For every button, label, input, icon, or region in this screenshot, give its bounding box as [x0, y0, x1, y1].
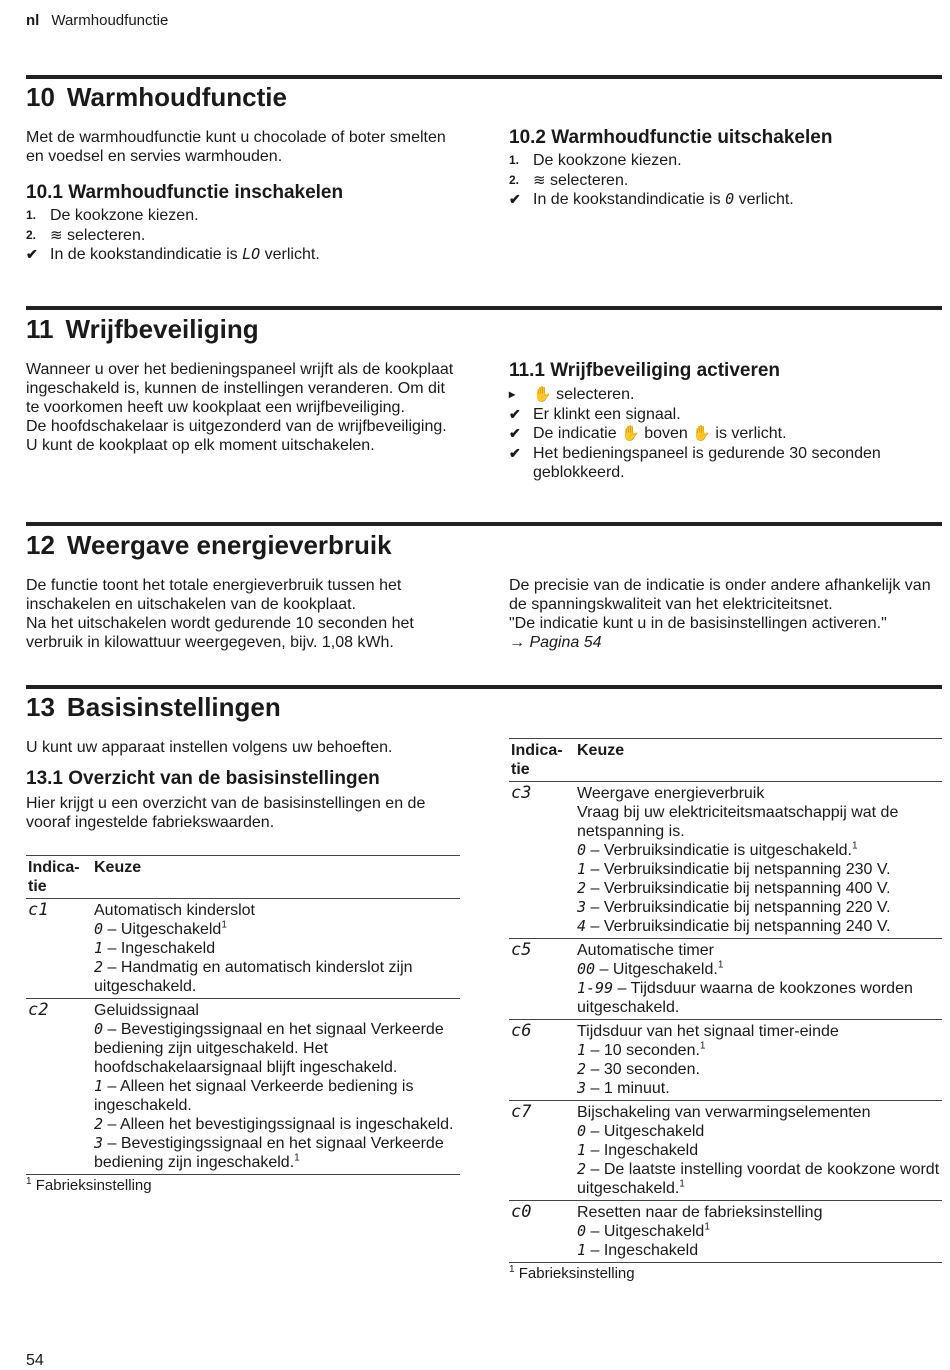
hand-icon: ✋ [692, 424, 711, 442]
setting-option [577, 1060, 940, 1079]
footnote-marker: 1 [717, 959, 724, 971]
setting-option [577, 1141, 940, 1160]
section-11-title [26, 314, 259, 345]
footnote-marker: 1 [679, 1178, 685, 1190]
setting-option [94, 1077, 458, 1115]
setting-choices [575, 939, 942, 1020]
step: 1. De kookzone kiezen. [509, 152, 682, 169]
option-code: 2 [577, 1060, 587, 1078]
setting-choices [575, 1020, 942, 1101]
setting-option [577, 1041, 940, 1060]
section-13-title [26, 692, 281, 723]
option-text: – 10 seconden. [590, 1042, 700, 1059]
setting-option [94, 1020, 458, 1077]
setting-title: Geluidssignaal [94, 1002, 199, 1019]
hand-icon: ✋ [621, 424, 640, 442]
steps-10-1 [26, 206, 456, 265]
table-header-row [509, 739, 942, 782]
page-number: 54 [26, 1352, 44, 1369]
section-12-p1: De functie toont het totale energieverbruik tussen het inschakelen en uitschakelen van de kookplaat. [26, 577, 402, 613]
section-11-p2: De hoofdschakelaar is uitgezonderd van de wrijfbeveiliging. U kunt de kookplaat op elk moment uitschakelen. [26, 418, 447, 454]
footnote-left: $^1$ Fabrieksinstelling [26, 1176, 152, 1194]
setting-option [94, 939, 458, 958]
option-code: 00 [577, 960, 596, 978]
option-code: 2 [94, 958, 104, 976]
section-13-intro: U kunt uw apparaat instellen volgens uw behoeften. [26, 739, 393, 756]
setting-code: c2 [26, 999, 92, 1175]
step: 1. De kookzone kiezen. [26, 207, 199, 224]
option-text: – Alleen het bevestigingssignaal is ingeschakeld. [107, 1116, 454, 1133]
subsection-11-1-title: 11.1 Wrijfbeveiliging activeren [509, 360, 781, 381]
table-header-row [26, 856, 460, 899]
setting-code: c3 [509, 782, 575, 939]
step: 2. ≋ selecteren. [509, 170, 629, 189]
option-code: 0 [577, 841, 587, 859]
option-text: – Verbruiksindicatie bij netspanning 240 V. [590, 918, 891, 935]
result: ✔ Er klinkt een signaal. [509, 405, 681, 423]
option-text: – Ingeschakeld [107, 940, 216, 957]
option-code: 1 [577, 1041, 587, 1059]
setting-code: c6 [509, 1020, 575, 1101]
table-row [509, 1020, 942, 1101]
result: ✔ De indicatie ✋ boven ✋ is verlicht. [509, 424, 787, 442]
result: ✔ In de kookstandindicatie is LO verlicht. [26, 245, 320, 263]
arrow-icon: ▸ [509, 387, 516, 401]
column-header-choice: Keuze [92, 856, 460, 899]
section-12-p4: "De indicatie kunt u in de basisinstellingen activeren." [509, 615, 887, 632]
option-text: – Ingeschakeld [590, 1142, 699, 1159]
section-11-left [26, 360, 461, 455]
steps-11-1 [509, 385, 939, 483]
option-code: 3 [577, 898, 587, 916]
option-code: 2 [577, 1160, 587, 1178]
option-code: 0 [94, 920, 104, 938]
result: ✔ In de kookstandindicatie is 0 verlicht. [509, 190, 794, 208]
column-header-indication: Indica-tie [509, 739, 575, 782]
running-header [26, 12, 168, 29]
section-10-title [26, 82, 287, 113]
setting-option [577, 1079, 940, 1098]
section-heading: Weergave energieverbruik [66, 530, 392, 560]
section-rule [26, 522, 942, 526]
setting-code: c5 [509, 939, 575, 1020]
table-row [509, 1201, 942, 1263]
check-icon: ✔ [509, 191, 521, 207]
section-rule [26, 685, 942, 689]
footnote-marker: 1 [699, 1040, 706, 1052]
section-number: 10 [26, 82, 55, 112]
setting-option [94, 958, 458, 996]
option-code: 1 [577, 860, 587, 878]
section-heading: Wrijfbeveiliging [65, 314, 259, 344]
column-header-choice: Keuze [575, 739, 942, 782]
setting-title: Resetten naar de fabrieksinstelling [577, 1204, 823, 1221]
warm-hold-icon: ≋ [50, 225, 63, 244]
setting-choices [575, 782, 942, 939]
setting-option [94, 1115, 458, 1134]
section-12-title [26, 530, 392, 561]
option-code: 3 [94, 1134, 104, 1152]
option-code: 0 [577, 1222, 587, 1240]
section-heading: Warmhoudfunctie [66, 82, 287, 112]
setting-option [577, 960, 940, 979]
setting-choices [575, 1201, 942, 1263]
option-text: – Verbruiksindicatie bij netspanning 220 V. [590, 899, 891, 916]
option-code: 1-99 [577, 979, 614, 997]
option-text: – Verbruiksindicatie bij netspanning 400 V. [590, 880, 891, 897]
section-number: 12 [26, 530, 55, 560]
option-text: – Uitgeschakeld [107, 921, 222, 938]
option-code: 3 [577, 1079, 587, 1097]
setting-choices [92, 899, 460, 999]
check-icon: ✔ [509, 405, 521, 422]
setting-title: Tijdsduur van het signaal timer-einde [577, 1023, 839, 1040]
page-reference-link[interactable]: → Pagina 54 [509, 634, 602, 651]
option-text: – Uitgeschakeld [590, 1123, 705, 1140]
footnote-marker: 1 [851, 840, 858, 852]
settings-table-right [509, 738, 942, 1263]
setting-option [577, 1122, 940, 1141]
section-10-left [26, 128, 456, 265]
setting-title: Weergave energieverbruik [577, 785, 765, 802]
section-number: 11 [26, 314, 54, 344]
section-rule [26, 306, 942, 310]
setting-option [94, 920, 458, 939]
option-text: – Verbruiksindicatie bij netspanning 230 V. [590, 861, 891, 878]
setting-title: Bijschakeling van verwarmingselementen [577, 1104, 871, 1121]
option-text: – Tijdsduur waarna de kookzones worden uitgeschakeld. [577, 980, 913, 1016]
option-text: – Verbruiksindicatie is uitgeschakeld. [590, 842, 852, 859]
option-code: 1 [94, 1077, 104, 1095]
option-text: – Handmatig en automatisch kinderslot zijn uitgeschakeld. [94, 959, 413, 995]
setting-option [577, 898, 940, 917]
footnote-marker: 1 [221, 919, 227, 931]
option-code: 2 [94, 1115, 104, 1133]
table-row [509, 939, 942, 1020]
settings-table-left [26, 855, 460, 1175]
option-code: 0 [577, 1122, 587, 1140]
option-code: 0 [94, 1020, 104, 1038]
section-number: 13 [26, 692, 55, 722]
table-row [26, 999, 460, 1175]
setting-option [94, 1134, 458, 1172]
section-10-right [509, 128, 939, 210]
section-11-right [509, 361, 939, 483]
footnote-right: $^1$ Fabrieksinstelling [509, 1264, 635, 1282]
setting-choices [575, 1101, 942, 1201]
display-code: 0 [725, 190, 735, 208]
subsection-10-2-title: 10.2 Warmhoudfunctie uitschakelen [509, 127, 833, 148]
section-13-left-text [26, 738, 461, 832]
setting-code: c0 [509, 1201, 575, 1263]
option-text: – Bevestigingssignaal en het signaal Verkeerde bediening zijn uitgeschakeld. Het hoofdschakelaarsignaal blijft ingeschakeld. [94, 1021, 444, 1076]
setting-code: c1 [26, 899, 92, 999]
setting-code: c7 [509, 1101, 575, 1201]
check-icon: ✔ [509, 425, 521, 441]
display-code: LO [242, 245, 261, 263]
setting-title: Automatisch kinderslot [94, 902, 255, 919]
option-text: – 1 minuut. [590, 1080, 670, 1097]
steps-10-2 [509, 151, 939, 210]
setting-option [577, 879, 940, 898]
check-icon: ✔ [509, 444, 521, 461]
option-text: – Uitgeschakeld [590, 1223, 705, 1240]
footnote-marker: 1 [704, 1221, 710, 1233]
warm-hold-icon: ≋ [533, 170, 546, 189]
setting-option [577, 1222, 940, 1241]
section-12-p2: Na het uitschakelen wordt gedurende 10 seconden het verbruik in kilowattuur weergegeven, bijv. 1,08 kWh. [26, 615, 414, 651]
setting-option [577, 917, 940, 936]
footnote-marker: 1 [294, 1152, 300, 1164]
option-text: – Bevestigingssignaal en het signaal Verkeerde bediening zijn ingeschakeld. [94, 1135, 444, 1171]
section-rule [26, 75, 942, 79]
running-title: Warmhoudfunctie [51, 12, 169, 29]
result: ✔ Het bedieningspaneel is gedurende 30 seconden geblokkeerd. [509, 444, 881, 481]
section-10-intro: Met de warmhoudfunctie kunt u chocolade of boter smelten en voedsel en servies warmhouden. [26, 129, 446, 165]
section-12-right [509, 576, 945, 652]
option-code: 1 [577, 1141, 587, 1159]
section-heading: Basisinstellingen [66, 692, 281, 722]
section-12-left [26, 576, 461, 652]
step: ▸ ✋ selecteren. [509, 385, 635, 403]
setting-choices [92, 999, 460, 1175]
option-code: 2 [577, 879, 587, 897]
option-text: – Alleen het signaal Verkeerde bediening is ingeschakeld. [94, 1078, 414, 1114]
step: 2. ≋ selecteren. [26, 225, 146, 244]
subsection-13-1-title: 13.1 Overzicht van de basisinstellingen [26, 768, 380, 789]
table-row [509, 782, 942, 939]
option-text: – Ingeschakeld [590, 1242, 699, 1259]
section-11-p1: Wanneer u over het bedieningspaneel wrijft als de kookplaat ingeschakeld is, kunnen de instellingen veranderen. Om dit te voorkomen heeft uw kookplaat een wrijfbeveiliging. [26, 361, 454, 416]
check-icon: ✔ [26, 246, 38, 262]
setting-title: Automatische timer [577, 942, 714, 959]
setting-option [577, 860, 940, 879]
setting-note: Vraag bij uw elektriciteitsmaatschappij wat de netspanning is. [577, 804, 899, 840]
section-12-p3: De precisie van de indicatie is onder andere afhankelijk van de spanningskwaliteit van het elektriciteitsnet. [509, 577, 931, 613]
subsection-10-1-title: 10.1 Warmhoudfunctie inschakelen [26, 182, 344, 203]
hand-icon: ✋ [533, 385, 552, 403]
column-header-indication: Indica-tie [26, 856, 92, 899]
language-code: nl [26, 12, 40, 29]
option-code: 4 [577, 917, 587, 935]
option-code: 1 [94, 939, 104, 957]
setting-option [577, 841, 940, 860]
table-row [26, 899, 460, 999]
option-text: – Uitgeschakeld. [599, 961, 718, 978]
option-code: 1 [577, 1241, 587, 1259]
setting-option [577, 1241, 940, 1260]
subsection-13-1-intro: Hier krijgt u een overzicht van de basisinstellingen en de vooraf ingestelde fabriekswaarden. [26, 795, 426, 831]
option-text: – 30 seconden. [590, 1061, 700, 1078]
table-row [509, 1101, 942, 1201]
setting-option [577, 1160, 940, 1198]
setting-option [577, 979, 940, 1017]
option-text: – De laatste instelling voordat de kookzone wordt uitgeschakeld. [577, 1161, 940, 1197]
